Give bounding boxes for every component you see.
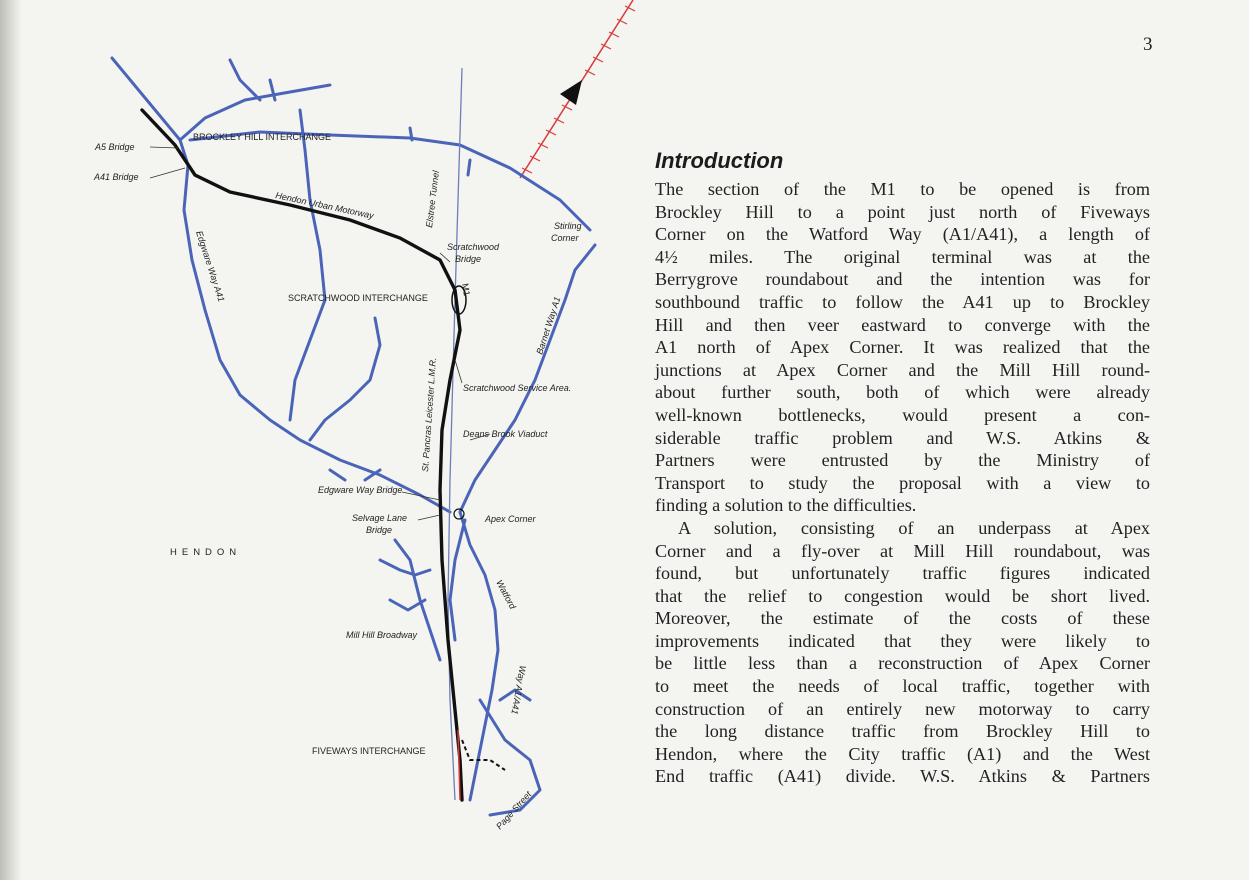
label-page-street: Page Street xyxy=(494,789,534,832)
label-railway: St. Pancras Leicester L.M.R. xyxy=(420,357,438,473)
text-line: construction of an entirely new motorway to carry xyxy=(655,698,1150,719)
label-way-a1-a41: Way A1/A41 xyxy=(509,664,528,716)
m1-motorway xyxy=(142,110,462,800)
label-a5-bridge: A5 Bridge xyxy=(95,142,135,152)
label-mill-hill-broadway: Mill Hill Broadway xyxy=(346,630,418,640)
fiveways-spur xyxy=(462,740,505,770)
apex-corner-roundabout xyxy=(454,509,464,519)
text-line: improvements indicated that they were likely to xyxy=(655,630,1150,651)
text-line: Moreover, the estimate of the costs of these xyxy=(655,608,1150,629)
text-line: Corner on the Watford Way (A1/A41), a length of xyxy=(655,224,1150,245)
text-line: Berrygrove roundabout and the intention was for xyxy=(655,269,1150,290)
body-text xyxy=(655,178,1150,788)
label-watford: Watford xyxy=(494,578,518,611)
label-hendon: HENDON xyxy=(170,547,242,558)
text-line: 4½ miles. The original terminal was at the xyxy=(655,246,1150,267)
label-m1: M1 xyxy=(460,282,473,297)
text-line: southbound traffic to follow the A41 up to Brockley xyxy=(655,291,1150,312)
label-scratchwood-interchange: SCRATCHWOOD INTERCHANGE xyxy=(288,293,428,303)
label-elstree-tunnel: Elstree Tunnel xyxy=(424,170,441,229)
text-line: Hendon, where the City traffic (A1) and the West xyxy=(655,743,1150,764)
label-hendon-urban-motorway: Hendon Urban Motorway xyxy=(274,190,375,221)
label-selvage-lane-bridge-2: Bridge xyxy=(366,525,393,535)
text-line: A solution, consisting of an underpass at Apex xyxy=(678,517,1150,538)
label-apex-corner: Apex Corner xyxy=(485,514,536,524)
text-line: End traffic (A41) divide. W.S. Atkins & Partners xyxy=(655,766,1150,787)
label-edgware-way-bridge: Edgware Way Bridge xyxy=(318,485,403,495)
page-number: 3 xyxy=(1143,34,1153,55)
label-scratchwood-bridge-1: Scratchwood xyxy=(447,242,500,252)
label-barnet-way-a1: Barnet Way A1 xyxy=(534,295,563,356)
railway-line xyxy=(448,68,462,800)
text-line: to meet the needs of local traffic, together with xyxy=(655,676,1150,697)
text-line: that the relief to congestion would be short lived. xyxy=(655,585,1150,606)
text-line: the long distance traffic from Brockley Hill to xyxy=(655,721,1150,742)
text-line: be little less than a reconstruction of Apex Corner xyxy=(655,653,1150,674)
text-line: Brockley Hill to a point just north of Fiveways xyxy=(655,201,1150,222)
section-heading: Introduction xyxy=(655,148,784,173)
north-arrow-icon xyxy=(560,80,582,105)
label-deans-brook-viaduct: Deans Brook Viaduct xyxy=(463,429,548,439)
label-edgware-way-a41: Edgware Way A41 xyxy=(194,229,227,304)
text-line: Hill and then veer eastward to converge with the xyxy=(655,314,1150,335)
label-scratchwood-bridge-2: Bridge xyxy=(455,254,482,264)
text-line: found, but unfortunately traffic figures indicated xyxy=(655,563,1150,584)
label-fiveways-interchange: FIVEWAYS INTERCHANGE xyxy=(312,746,426,756)
label-scratchwood-service-area: Scratchwood Service Area. xyxy=(463,383,572,393)
label-a41-bridge: A41 Bridge xyxy=(94,172,139,182)
text-line: Corner and a fly-over at Mill Hill roundabout, was xyxy=(655,540,1150,561)
label-selvage-lane-bridge-1: Selvage Lane xyxy=(352,513,408,523)
text-line: finding a solution to the difficulties. xyxy=(655,495,917,516)
text-line: The section of the M1 to be opened is from xyxy=(655,179,1150,199)
text-line: Partners were entrusted by the Ministry of xyxy=(655,450,1150,471)
label-stirling-corner-1: Stirling xyxy=(554,221,582,231)
text-line: Transport to study the proposal with a view to xyxy=(655,472,1150,493)
text-line: siderable traffic problem and W.S. Atkins & xyxy=(655,427,1150,448)
text-line: about further south, both of which were already xyxy=(655,382,1150,403)
text-line: A1 north of Apex Corner. It was realized that the xyxy=(655,337,1150,358)
text-line: well-known bottlenecks, would present a con- xyxy=(655,404,1150,425)
text-line: junctions at Apex Corner and the Mill Hill round- xyxy=(655,359,1150,380)
label-brockley-hill-interchange: BROCKLEY HILL INTERCHANGE xyxy=(193,132,332,142)
label-stirling-corner-2: Corner xyxy=(551,233,579,243)
